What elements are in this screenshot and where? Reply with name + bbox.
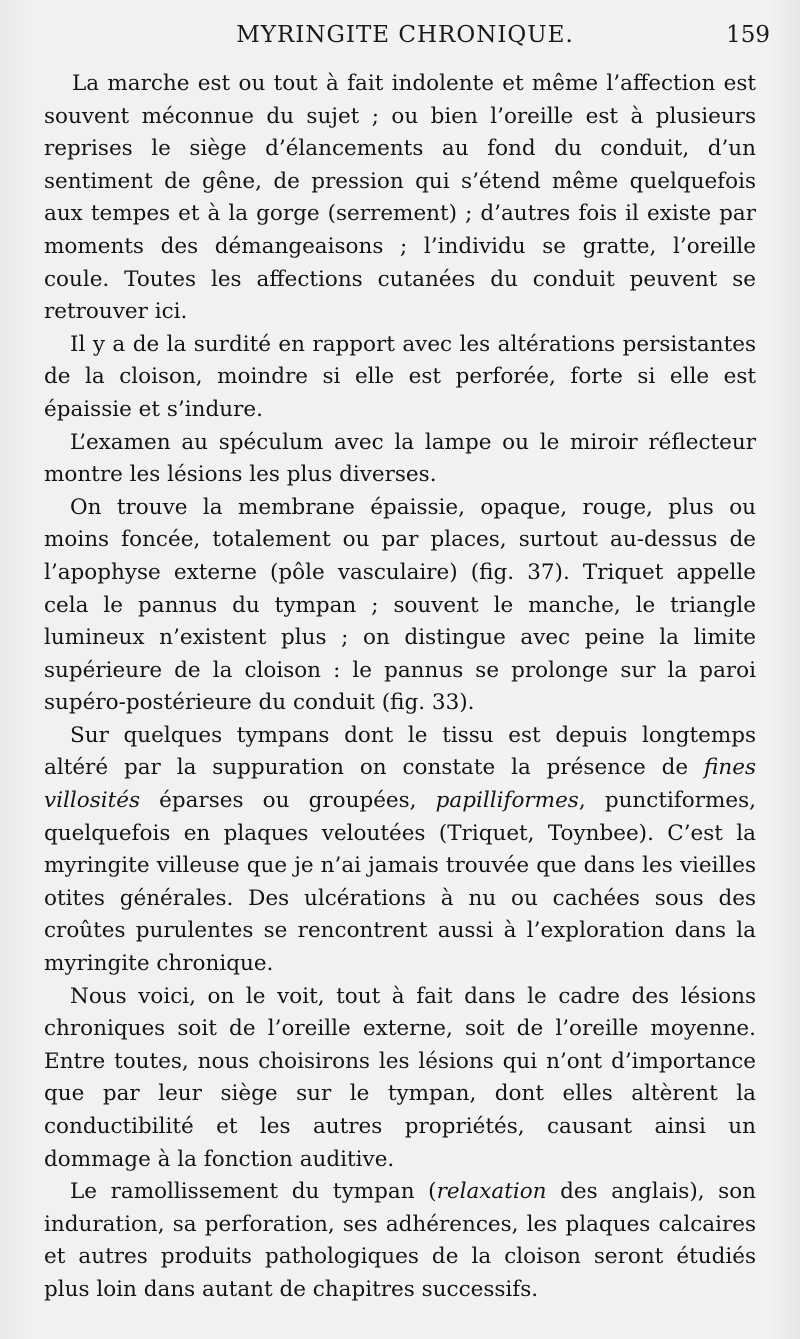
page-number: 159: [726, 22, 770, 48]
paragraph-5-text-c: , punctiformes, quelquefois en plaques veloutées (Triquet, Toynbee). C’est la myringite villeuse que je n’ai jamais trouvée que dans les vieilles otites générales. Des ulcérations à nu ou cachées sous des croûtes purulentes se rencontrent aussi à l’exploration dans la myringite chronique.: [44, 788, 756, 977]
page-header: [40, 22, 770, 62]
paragraph-7: [44, 1176, 756, 1306]
paragraph-5-text-b: éparses ou groupées,: [140, 788, 436, 814]
paragraph-5-italic-papilliformes: papilliformes: [435, 788, 579, 814]
paragraph-6: Nous voici, on le voit, tout à fait dans le cadre des lésions chroniques soit de l’oreille externe, soit de l’oreille moyenne. Entre toutes, nous choisirons les lésions qui n’ont d’importance que par leur siège sur le tympan, dont elles altèrent la conductibilité et les autres propriétés, causant ainsi un dommage à la fonction auditive.: [44, 983, 756, 1172]
paragraph-7-text-a: Le ramollissement du tympan (: [70, 1179, 437, 1205]
paragraph-7-text-b: des anglais), son induration, sa perforation, ses adhérences, les plaques calcaires et autres produits pathologiques de la cloison seront étudiés plus loin dans autant de chapitres successifs.: [44, 1179, 756, 1302]
paragraph-5: [44, 720, 756, 981]
body-text: [44, 68, 756, 1307]
paragraph-3: L’examen au spéculum avec la lampe ou le miroir réflecteur montre les lésions les plus diverses.: [44, 429, 756, 488]
running-title: MYRINGITE CHRONIQUE.: [236, 22, 574, 48]
paragraph-1: La marche est ou tout à fait indolente et même l’affection est souvent méconnue du sujet ; ou bien l’oreille est à plusieurs reprises le siège d’élancements au fond du conduit, d’un sentiment de gêne, de pression qui s’étend même quelquefois aux tempes et à la gorge (serrement) ; d’autres fois il existe par moments des démangeaisons ; l’individu se gratte, l’oreille coule. Toutes les affections cutanées du conduit peuvent se retrouver ici.: [44, 71, 756, 325]
paragraph-5-text-a: Sur quelques tympans dont le tissu est depuis longtemps altéré par la suppuration on constate la présence de: [44, 722, 756, 781]
paragraph-5-italic-villosites: fines villosités: [44, 755, 756, 814]
paragraph-7-italic-relaxation: relaxation: [436, 1179, 547, 1205]
paragraph-4: On trouve la membrane épaissie, opaque, rouge, plus ou moins foncée, totalement ou par places, surtout au-dessus de l’apophyse externe (pôle vasculaire) (fig. 37). Triquet appelle cela le pannus du tympan ; souvent le manche, le triangle lumineux n’existent plus ; on distingue avec peine la limite supérieure de la cloison : le pannus se prolonge sur la paroi supéro-postérieure du conduit (fig. 33).: [44, 494, 756, 716]
paragraph-2: Il y a de la surdité en rapport avec les altérations persistantes de la cloison, moindre si elle est perforée, forte si elle est épaissie et s’indure.: [44, 331, 756, 422]
